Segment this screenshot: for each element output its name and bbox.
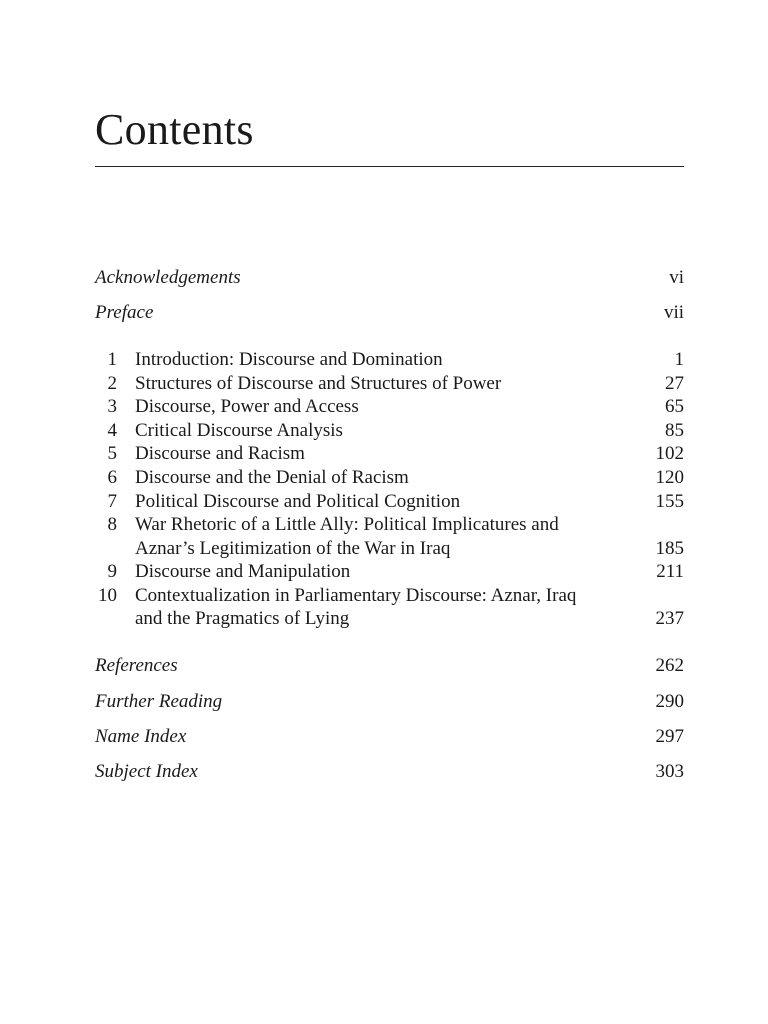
chapter-title: Contextualization in Parliamentary Discourse: Aznar, Iraq: [135, 585, 577, 606]
chapter-title: Critical Discourse Analysis: [135, 420, 343, 441]
chapter-page: 120: [655, 467, 684, 488]
chapter-title: Introduction: Discourse and Domination: [135, 349, 443, 370]
chapter-title: Discourse and Racism: [135, 443, 305, 464]
chapter-title: Structures of Discourse and Structures of Power: [135, 373, 502, 394]
toc-entry-references[interactable]: [95, 654, 684, 678]
toc-chapter-8-line2[interactable]: [95, 537, 684, 561]
toc-chapter-9[interactable]: [95, 560, 684, 584]
toc-chapter-8-line1[interactable]: [95, 513, 684, 537]
title-divider: [95, 166, 684, 167]
chapter-page: 211: [656, 561, 684, 582]
chapter-title: Discourse, Power and Access: [135, 396, 359, 417]
toc-chapter-2[interactable]: [95, 372, 684, 396]
toc-chapter-5[interactable]: [95, 442, 684, 466]
chapter-title: Discourse and Manipulation: [135, 561, 351, 582]
toc-chapter-10-line1[interactable]: [95, 584, 684, 608]
chapter-number: 6: [107, 467, 117, 488]
entry-label: Further Reading: [95, 691, 223, 712]
entry-page: 303: [655, 761, 684, 782]
toc-chapter-10-line2[interactable]: [95, 607, 684, 631]
toc-chapter-4[interactable]: [95, 419, 684, 443]
entry-page: 297: [655, 726, 684, 747]
chapter-page: 185: [655, 538, 684, 559]
chapter-number: 9: [107, 561, 117, 582]
toc-entry-preface[interactable]: [95, 301, 684, 325]
chapter-number: 4: [107, 420, 117, 441]
entry-label: References: [95, 655, 178, 676]
chapter-number: 1: [107, 349, 117, 370]
chapter-title: Political Discourse and Political Cognition: [135, 491, 461, 512]
toc-chapter-7[interactable]: [95, 490, 684, 514]
chapter-number: 8: [107, 514, 117, 535]
chapter-number: 5: [107, 443, 117, 464]
entry-label: Subject Index: [95, 761, 198, 782]
chapter-page: 237: [655, 608, 684, 629]
chapter-title: Discourse and the Denial of Racism: [135, 467, 409, 488]
chapter-number: 3: [107, 396, 117, 417]
chapter-page: 155: [655, 491, 684, 512]
chapter-number: 2: [107, 373, 117, 394]
toc-entry-acknowledgements[interactable]: [95, 266, 684, 290]
toc-entry-subject-index[interactable]: [95, 760, 684, 784]
chapter-page: 1: [674, 349, 684, 370]
entry-label: Preface: [95, 302, 154, 323]
toc-chapter-3[interactable]: [95, 395, 684, 419]
toc-entry-name-index[interactable]: [95, 725, 684, 749]
chapter-page: 65: [665, 396, 684, 417]
entry-label: Name Index: [95, 726, 187, 747]
chapter-title-continued: and the Pragmatics of Lying: [135, 608, 350, 629]
entry-page: vii: [663, 302, 684, 323]
entry-page: 290: [655, 691, 684, 712]
chapter-page: 102: [655, 443, 684, 464]
chapter-page: 27: [665, 373, 684, 394]
page-title: Contents: [95, 105, 254, 154]
chapter-number: 10: [98, 585, 117, 606]
chapter-title-continued: Aznar’s Legitimization of the War in Iraq: [135, 538, 451, 559]
toc-chapter-6[interactable]: [95, 466, 684, 490]
entry-page: vi: [669, 267, 684, 288]
chapter-number: 7: [107, 491, 117, 512]
toc-entry-further-reading[interactable]: [95, 690, 684, 714]
entry-page: 262: [655, 655, 684, 676]
chapter-title: War Rhetoric of a Little Ally: Political Implicatures and: [135, 514, 559, 535]
entry-label: Acknowledgements: [95, 267, 241, 288]
toc-chapter-1[interactable]: [95, 348, 684, 372]
chapter-page: 85: [665, 420, 684, 441]
